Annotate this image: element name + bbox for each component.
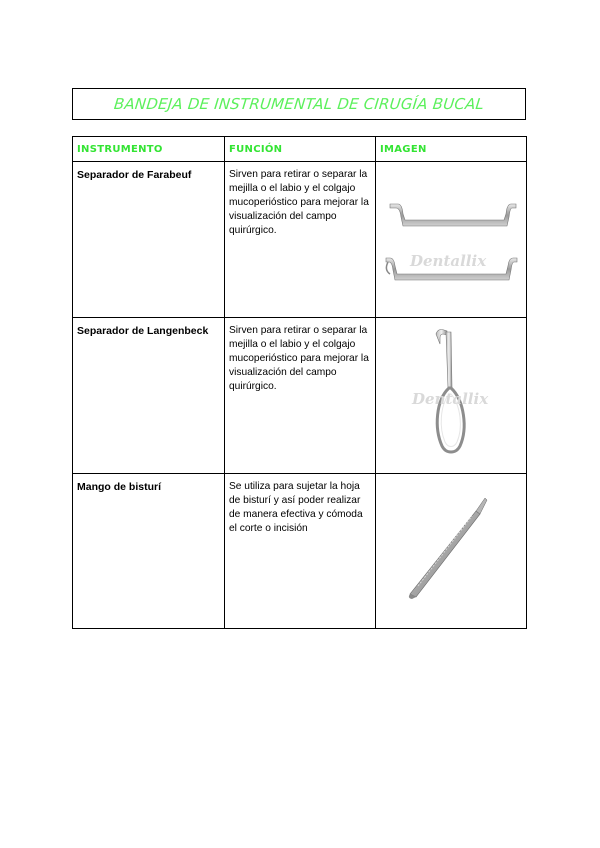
header-instrument: INSTRUMENTO xyxy=(73,137,225,162)
instrument-function: Se utiliza para sujetar la hoja de bisturí y así poder realizar de manera efectiva y cómoda el corte o incisión xyxy=(229,481,363,534)
instrument-function: Sirven para retirar o separar la mejilla o el labio y el colgajo mucoperióstico para mejorar la visualización del campo quirúrgico. xyxy=(229,169,369,236)
function-cell xyxy=(225,318,376,474)
function-cell xyxy=(225,474,376,629)
instrument-name: Separador de Langenbeck xyxy=(77,325,209,337)
table-row xyxy=(73,318,527,474)
title-box xyxy=(72,88,526,120)
table-row xyxy=(73,162,527,318)
watermark-text: Dentallix xyxy=(410,252,487,270)
watermark-text: Dentallix xyxy=(412,390,489,408)
header-image: IMAGEN xyxy=(376,137,527,162)
scalpel-handle-icon xyxy=(376,474,527,628)
instrument-cell xyxy=(73,162,225,318)
header-function: FUNCIÓN xyxy=(225,137,376,162)
instrument-cell xyxy=(73,474,225,629)
table-row xyxy=(73,474,527,629)
table-header-row xyxy=(73,137,527,162)
image-cell xyxy=(376,162,527,318)
langenbeck-retractor-icon xyxy=(376,318,527,473)
instrument-function: Sirven para retirar o separar la mejilla o el labio y el colgajo mucoperióstico para mejorar la visualización del campo quirúrgico. xyxy=(229,325,369,392)
function-cell xyxy=(225,162,376,318)
instrument-table xyxy=(72,136,527,629)
instrument-name: Separador de Farabeuf xyxy=(77,169,192,181)
image-cell xyxy=(376,318,527,474)
instrument-name: Mango de bisturí xyxy=(77,481,161,493)
image-cell xyxy=(376,474,527,629)
page-title: BANDEJA DE INSTRUMENTAL DE CIRUGÍA BUCAL xyxy=(112,95,486,113)
instrument-cell xyxy=(73,318,225,474)
farabeuf-retractor-icon xyxy=(376,162,527,317)
